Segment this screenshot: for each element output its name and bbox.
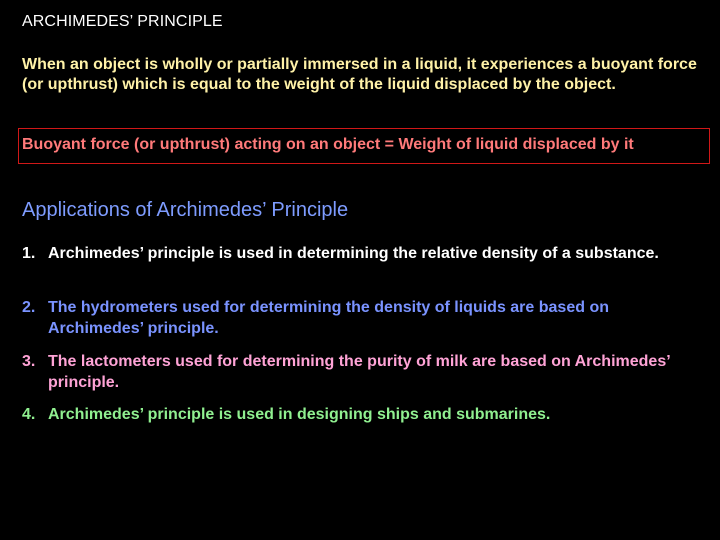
list-item-text: Archimedes’ principle is used in designing ships and submarines. (48, 406, 551, 423)
list-item-number: 3. (22, 353, 36, 370)
list-item-text: Archimedes’ principle is used in determining the relative density of a substance. (48, 245, 659, 262)
principle-definition: When an object is wholly or partially immersed in a liquid, it experiences a buoyant force (or upthrust) which is equal to the weight of the liquid displaced by the object. (22, 56, 697, 93)
slide-title: ARCHIMEDES’ PRINCIPLE (22, 13, 223, 30)
list-item-number: 4. (22, 406, 36, 423)
list-item-text: The hydrometers used for determining the density of liquids are based on Archimedes’ principle. (48, 299, 609, 337)
formula-text: Buoyant force (or upthrust) acting on an object = Weight of liquid displaced by it (22, 136, 634, 153)
list-item-number: 2. (22, 299, 36, 316)
applications-heading: Applications of Archimedes’ Principle (22, 199, 349, 221)
list-item-text: The lactometers used for determining the purity of milk are based on Archimedes’ principle. (48, 353, 670, 391)
formula-box (18, 128, 710, 164)
list-item-number: 1. (22, 245, 36, 262)
